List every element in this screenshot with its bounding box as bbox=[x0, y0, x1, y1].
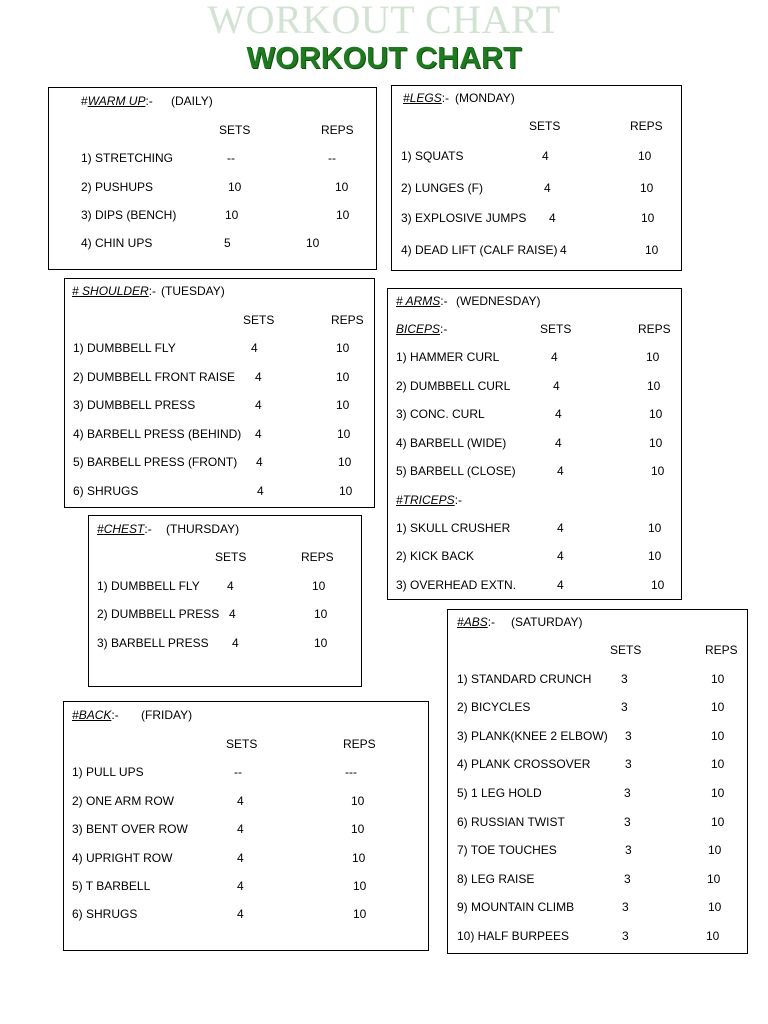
warmup-row-reps: 10 bbox=[306, 236, 320, 250]
triceps-row-reps: 10 bbox=[648, 549, 662, 563]
biceps-row-reps: 10 bbox=[651, 464, 665, 478]
abs-title: ABS bbox=[463, 615, 488, 629]
chest-day: (THURSDAY) bbox=[166, 522, 240, 536]
back-row-reps: 10 bbox=[353, 907, 367, 921]
biceps-row-reps: 10 bbox=[649, 436, 663, 450]
back-row-reps: 10 bbox=[353, 879, 367, 893]
back-row-sets: 4 bbox=[237, 851, 244, 865]
shoulder-row-reps: 10 bbox=[338, 455, 352, 469]
chest-row-reps: 10 bbox=[314, 607, 328, 621]
warmup-suffix: :- bbox=[145, 94, 153, 108]
shoulder-row-reps: 10 bbox=[337, 427, 351, 441]
chest-row-name: 2) DUMBBELL PRESS bbox=[97, 607, 220, 621]
chest-row-name: 3) BARBELL PRESS bbox=[97, 636, 209, 650]
shoulder-row-name: 2) DUMBBELL FRONT RAISE bbox=[73, 370, 236, 384]
back-row-sets: 4 bbox=[237, 879, 244, 893]
arms-reps-header: REPS bbox=[638, 322, 671, 336]
abs-hash: # bbox=[457, 615, 464, 629]
shoulder-row-sets: 4 bbox=[257, 484, 264, 498]
back-sets-header: SETS bbox=[226, 737, 258, 751]
abs-suffix: :- bbox=[487, 615, 496, 629]
warmup-row-sets: 10 bbox=[228, 180, 242, 194]
abs-day: (SATURDAY) bbox=[511, 615, 583, 629]
biceps-row-name: 3) CONC. CURL bbox=[396, 407, 485, 421]
chest-row-sets: 4 bbox=[227, 579, 234, 593]
biceps-row-sets: 4 bbox=[557, 464, 564, 478]
biceps-suffix: :- bbox=[440, 322, 448, 336]
shoulder-row-sets: 4 bbox=[255, 370, 262, 384]
arms-title: ARMS bbox=[402, 294, 441, 308]
legs-row-sets: 4 bbox=[544, 181, 551, 195]
biceps-row-reps: 10 bbox=[647, 379, 661, 393]
warmup-row-name: 1) STRETCHING bbox=[81, 151, 174, 165]
warmup-row-sets: 10 bbox=[225, 208, 239, 222]
abs-reps-header: REPS bbox=[705, 643, 738, 657]
triceps-row-sets: 4 bbox=[557, 578, 564, 592]
abs-row-name: 4) PLANK CROSSOVER bbox=[457, 757, 591, 771]
legs-sets-header: SETS bbox=[529, 119, 561, 133]
back-day: (FRIDAY) bbox=[141, 708, 193, 722]
back-suffix: :- bbox=[111, 708, 119, 722]
abs-row-reps: 10 bbox=[711, 729, 725, 743]
shoulder-row-sets: 4 bbox=[251, 341, 258, 355]
arms-header bbox=[396, 294, 448, 308]
title-ghost: WORKOUT CHART bbox=[207, 0, 561, 42]
triceps-label bbox=[396, 493, 462, 507]
warmup-row-sets: 5 bbox=[224, 236, 231, 250]
back-row-name: 4) UPRIGHT ROW bbox=[72, 851, 173, 865]
legs-row-sets: 4 bbox=[549, 211, 556, 225]
legs-row-reps: 10 bbox=[640, 181, 654, 195]
back-row-sets: -- bbox=[234, 765, 242, 779]
shoulder-reps-header: REPS bbox=[331, 313, 364, 327]
shoulder-row-sets: 4 bbox=[256, 455, 263, 469]
abs-row-reps: 10 bbox=[708, 843, 722, 857]
biceps-row-sets: 4 bbox=[555, 407, 562, 421]
biceps-row-reps: 10 bbox=[649, 407, 663, 421]
abs-row-name: 3) PLANK(KNEE 2 ELBOW) bbox=[457, 729, 608, 743]
back-row-reps: --- bbox=[345, 765, 357, 779]
shoulder-sets-header: SETS bbox=[243, 313, 275, 327]
warmup-day: (DAILY) bbox=[171, 94, 213, 108]
biceps-row-reps: 10 bbox=[646, 350, 660, 364]
chest-row-reps: 10 bbox=[314, 636, 328, 650]
abs-row-name: 6) RUSSIAN TWIST bbox=[457, 815, 565, 829]
abs-row-sets: 3 bbox=[622, 929, 629, 943]
abs-row-reps: 10 bbox=[711, 815, 725, 829]
biceps-title: BICEPS bbox=[396, 322, 441, 336]
warmup-row-reps: -- bbox=[328, 151, 336, 165]
shoulder-day: (TUESDAY) bbox=[161, 284, 225, 298]
warmup-row-name: 4) CHIN UPS bbox=[81, 236, 153, 250]
legs-row-reps: 10 bbox=[645, 243, 659, 257]
abs-row-name: 9) MOUNTAIN CLIMB bbox=[457, 900, 575, 914]
back-row-name: 5) T BARBELL bbox=[72, 879, 151, 893]
legs-row-reps: 10 bbox=[641, 211, 655, 225]
biceps-row-name: 5) BARBELL (CLOSE) bbox=[396, 464, 516, 478]
legs-day: (MONDAY) bbox=[455, 91, 515, 105]
abs-header bbox=[457, 615, 495, 629]
shoulder-row-sets: 4 bbox=[255, 427, 262, 441]
warmup-hash: # bbox=[81, 94, 88, 108]
back-row-name: 6) SHRUGS bbox=[72, 907, 138, 921]
abs-row-reps: 10 bbox=[707, 872, 721, 886]
chest-title: CHEST bbox=[103, 522, 145, 536]
abs-row-reps: 10 bbox=[711, 786, 725, 800]
abs-row-reps: 10 bbox=[708, 900, 722, 914]
shoulder-card bbox=[64, 278, 375, 508]
triceps-row-sets: 4 bbox=[557, 521, 564, 535]
abs-row-reps: 10 bbox=[711, 757, 725, 771]
shoulder-title: SHOULDER bbox=[78, 284, 149, 298]
abs-row-sets: 3 bbox=[625, 729, 632, 743]
back-row-sets: 4 bbox=[237, 907, 244, 921]
page-title: WORKOUT CHART bbox=[246, 40, 522, 75]
warmup-title: WARM UP bbox=[87, 94, 146, 108]
warmup-row-name: 2) PUSHUPS bbox=[81, 180, 154, 194]
back-row-name: 2) ONE ARM ROW bbox=[72, 794, 175, 808]
abs-row-sets: 3 bbox=[624, 872, 631, 886]
chest-card bbox=[88, 515, 362, 687]
triceps-row-name: 3) OVERHEAD EXTN. bbox=[396, 578, 517, 592]
legs-hash: # bbox=[403, 91, 410, 105]
back-row-reps: 10 bbox=[352, 851, 366, 865]
abs-row-sets: 3 bbox=[624, 815, 631, 829]
abs-row-sets: 3 bbox=[621, 672, 628, 686]
abs-row-sets: 3 bbox=[624, 786, 631, 800]
chest-row-sets: 4 bbox=[229, 607, 236, 621]
legs-row-name: 2) LUNGES (F) bbox=[401, 181, 484, 195]
abs-sets-header: SETS bbox=[610, 643, 642, 657]
abs-row-sets: 3 bbox=[621, 700, 628, 714]
warmup-row-reps: 10 bbox=[336, 208, 350, 222]
legs-row-reps: 10 bbox=[638, 149, 652, 163]
shoulder-row-name: 5) BARBELL PRESS (FRONT) bbox=[73, 455, 238, 469]
shoulder-row-name: 1) DUMBBELL FLY bbox=[73, 341, 176, 355]
triceps-row-sets: 4 bbox=[557, 549, 564, 563]
abs-row-reps: 10 bbox=[711, 672, 725, 686]
arms-hash: # bbox=[396, 294, 403, 308]
biceps-row-sets: 4 bbox=[555, 436, 562, 450]
back-reps-header: REPS bbox=[343, 737, 376, 751]
back-row-sets: 4 bbox=[237, 794, 244, 808]
shoulder-header bbox=[72, 284, 156, 298]
chest-sets-header: SETS bbox=[215, 550, 247, 564]
abs-row-name: 1) STANDARD CRUNCH bbox=[457, 672, 592, 686]
legs-row-sets: 4 bbox=[560, 243, 567, 257]
arms-day: (WEDNESDAY) bbox=[456, 294, 541, 308]
shoulder-row-name: 4) BARBELL PRESS (BEHIND) bbox=[73, 427, 242, 441]
biceps-row-sets: 4 bbox=[551, 350, 558, 364]
abs-row-reps: 10 bbox=[711, 700, 725, 714]
abs-row-sets: 3 bbox=[622, 900, 629, 914]
abs-row-sets: 3 bbox=[625, 843, 632, 857]
legs-row-name: 3) EXPLOSIVE JUMPS bbox=[401, 211, 527, 225]
legs-header bbox=[403, 91, 449, 105]
chest-row-reps: 10 bbox=[312, 579, 326, 593]
triceps-title: #TRICEPS bbox=[396, 493, 455, 507]
legs-row-sets: 4 bbox=[542, 149, 549, 163]
chest-hash: # bbox=[97, 522, 104, 536]
warmup-row-name: 3) DIPS (BENCH) bbox=[81, 208, 177, 222]
warmup-reps-header: REPS bbox=[321, 123, 354, 137]
triceps-suffix: :- bbox=[454, 493, 463, 507]
chest-header bbox=[97, 522, 152, 536]
legs-row-name: 4) DEAD LIFT (CALF RAISE) bbox=[401, 243, 558, 257]
arms-suffix: :- bbox=[440, 294, 448, 308]
back-header bbox=[72, 708, 119, 722]
triceps-row-name: 1) SKULL CRUSHER bbox=[396, 521, 511, 535]
warmup-header bbox=[81, 94, 153, 108]
triceps-row-name: 2) KICK BACK bbox=[396, 549, 475, 563]
shoulder-row-sets: 4 bbox=[255, 398, 262, 412]
chest-row-name: 1) DUMBBELL FLY bbox=[97, 579, 200, 593]
abs-row-sets: 3 bbox=[625, 757, 632, 771]
warmup-sets-header: SETS bbox=[219, 123, 251, 137]
chest-row-sets: 4 bbox=[232, 636, 239, 650]
warmup-row-reps: 10 bbox=[335, 180, 349, 194]
triceps-row-reps: 10 bbox=[648, 521, 662, 535]
back-row-name: 1) PULL UPS bbox=[72, 765, 144, 779]
back-row-name: 3) BENT OVER ROW bbox=[72, 822, 188, 836]
back-row-sets: 4 bbox=[237, 822, 244, 836]
shoulder-row-reps: 10 bbox=[336, 341, 350, 355]
legs-title: LEGS bbox=[409, 91, 442, 105]
abs-row-name: 10) HALF BURPEES bbox=[457, 929, 570, 943]
chest-suffix: :- bbox=[144, 522, 152, 536]
shoulder-row-reps: 10 bbox=[339, 484, 353, 498]
back-hash: # bbox=[72, 708, 79, 722]
biceps-row-name: 1) HAMMER CURL bbox=[396, 350, 500, 364]
biceps-row-sets: 4 bbox=[553, 379, 560, 393]
back-row-reps: 10 bbox=[351, 822, 365, 836]
abs-row-name: 8) LEG RAISE bbox=[457, 872, 535, 886]
biceps-label bbox=[396, 322, 447, 336]
shoulder-row-name: 6) SHRUGS bbox=[73, 484, 139, 498]
warmup-row-sets: -- bbox=[227, 151, 235, 165]
abs-row-name: 5) 1 LEG HOLD bbox=[457, 786, 542, 800]
biceps-row-name: 4) BARBELL (WIDE) bbox=[396, 436, 507, 450]
shoulder-row-name: 3) DUMBBELL PRESS bbox=[73, 398, 196, 412]
back-row-reps: 10 bbox=[351, 794, 365, 808]
shoulder-row-reps: 10 bbox=[336, 370, 350, 384]
back-title: BACK bbox=[78, 708, 112, 722]
abs-row-reps: 10 bbox=[706, 929, 720, 943]
abs-row-name: 7) TOE TOUCHES bbox=[457, 843, 557, 857]
legs-reps-header: REPS bbox=[630, 119, 663, 133]
legs-row-name: 1) SQUATS bbox=[401, 149, 464, 163]
shoulder-hash: # bbox=[72, 284, 79, 298]
shoulder-row-reps: 10 bbox=[336, 398, 350, 412]
biceps-row-name: 2) DUMBBELL CURL bbox=[396, 379, 511, 393]
shoulder-suffix: :- bbox=[148, 284, 157, 298]
arms-sets-header: SETS bbox=[540, 322, 572, 336]
triceps-row-reps: 10 bbox=[651, 578, 665, 592]
chest-reps-header: REPS bbox=[301, 550, 334, 564]
abs-row-name: 2) BICYCLES bbox=[457, 700, 531, 714]
legs-suffix: :- bbox=[441, 91, 450, 105]
